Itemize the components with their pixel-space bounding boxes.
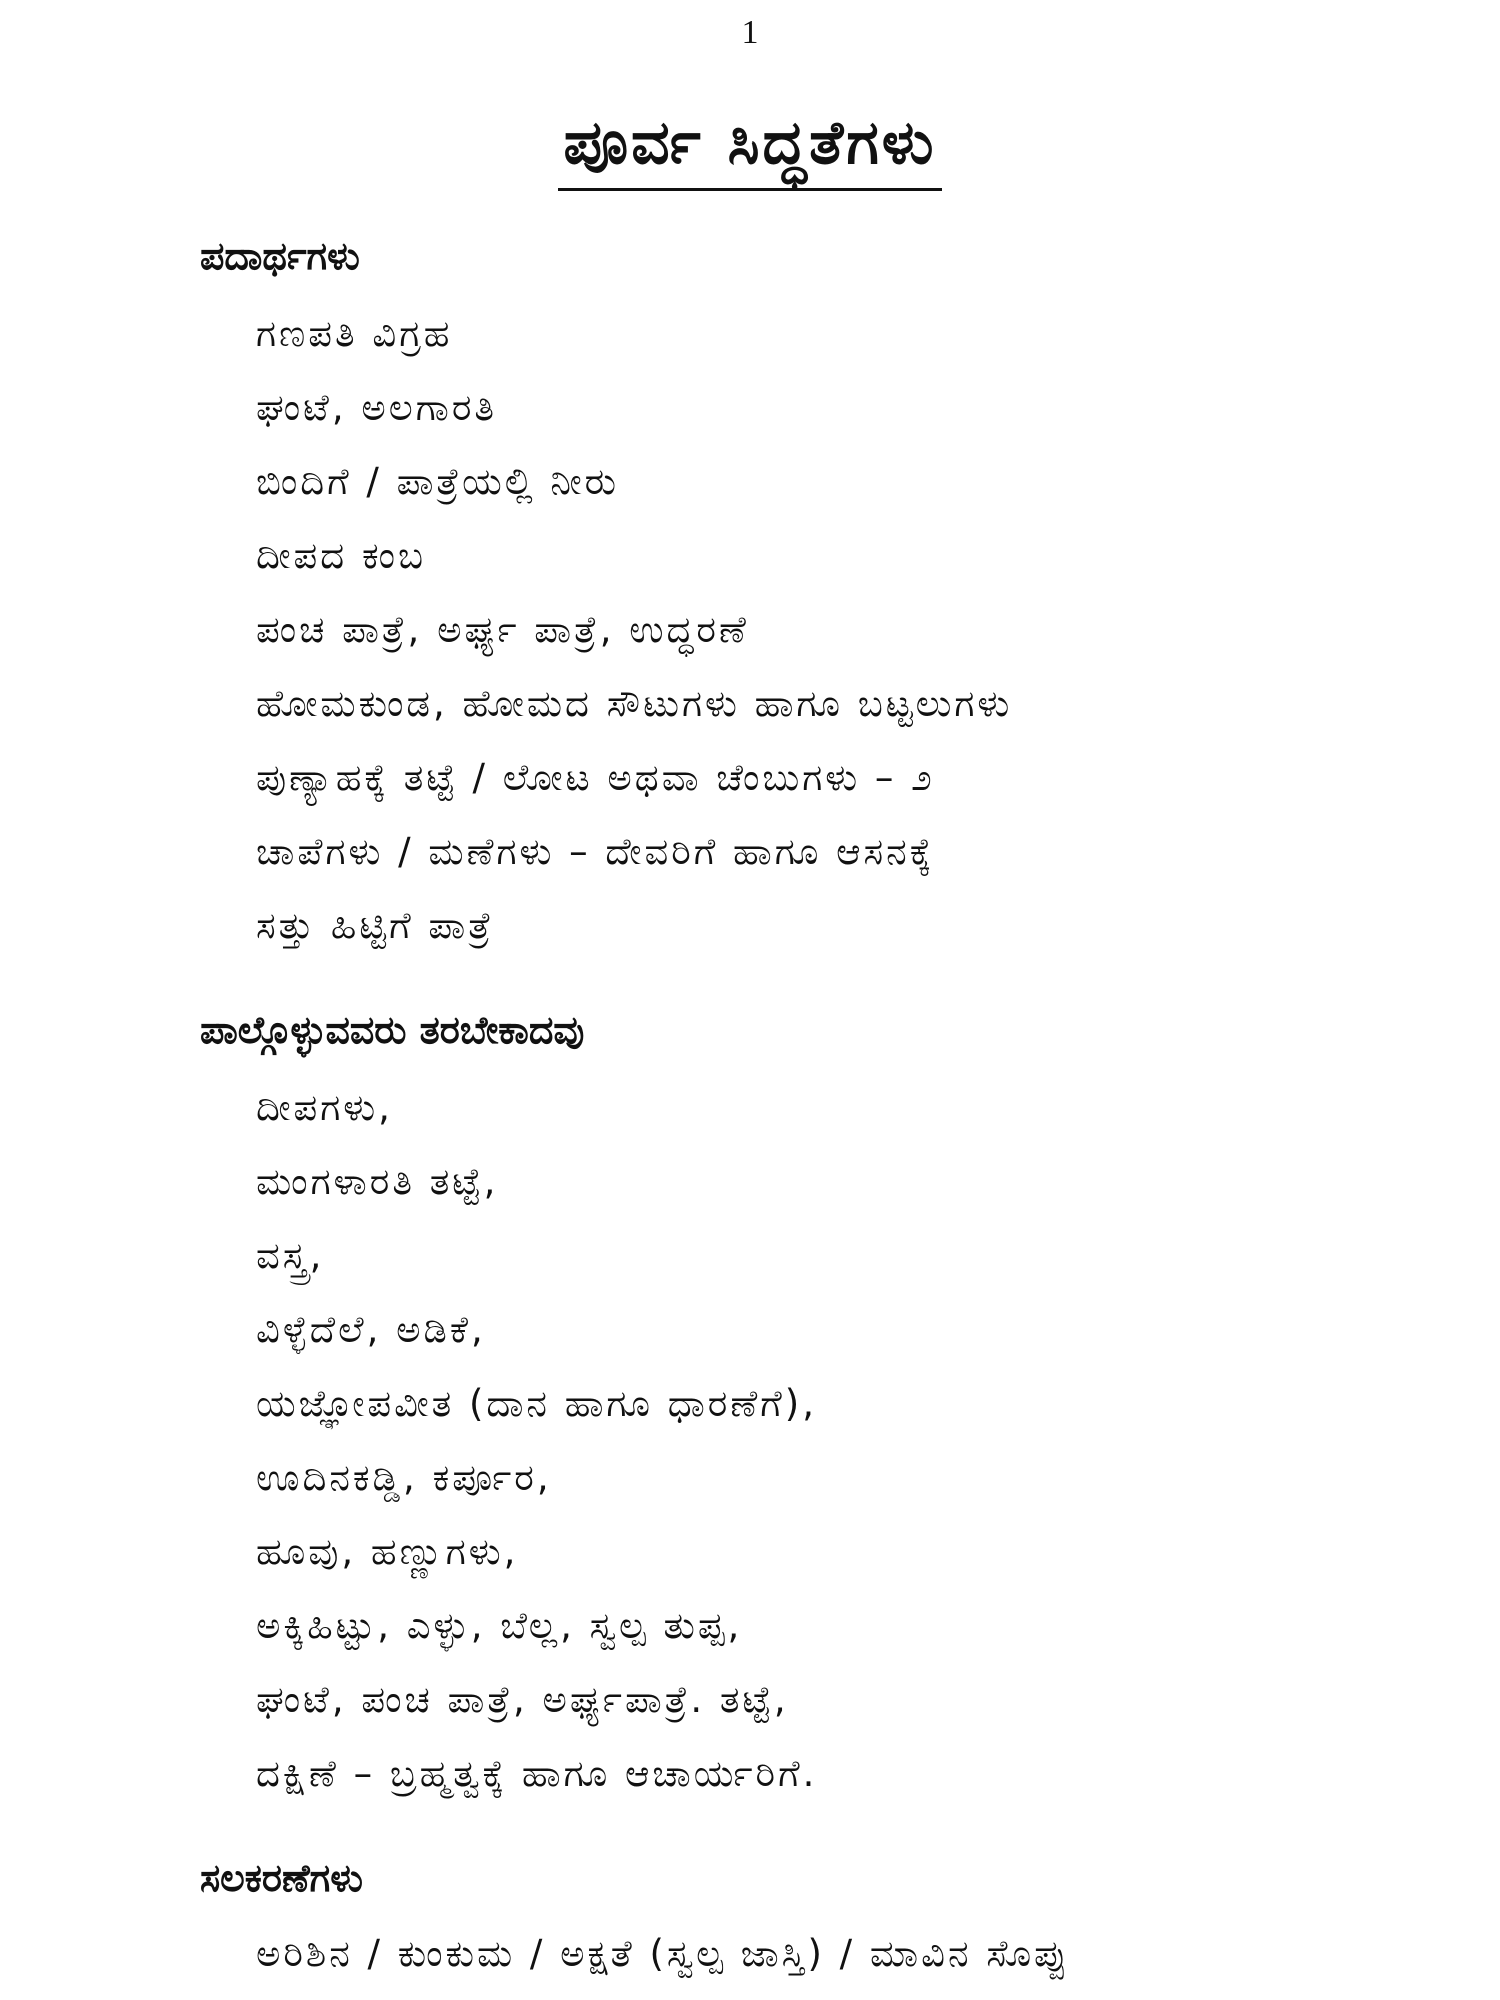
list-item: ಚಾಪೆಗಳು / ಮಣೆಗಳು – ದೇವರಿಗೆ ಹಾಗೂ ಆಸನಕ್ಕೆ <box>256 830 935 873</box>
list-item: ದೀಪಗಳು, <box>256 1086 393 1129</box>
list-item: ಸತ್ತು ಹಿಟ್ಟಿಗೆ ಪಾತ್ರೆ <box>256 904 494 947</box>
list-item: ದೀಪದ ಕಂಬ <box>256 534 427 577</box>
list-item: ಘಂಟೆ, ಪಂಚ ಪಾತ್ರೆ, ಅರ್ಘ್ಯಪಾತ್ರೆ. ತಟ್ಟೆ, <box>256 1678 789 1721</box>
title-block <box>0 108 1500 191</box>
list-item: ಪಂಚ ಪಾತ್ರೆ, ಅರ್ಘ್ಯ ಪಾತ್ರೆ, ಉದ್ಧರಣೆ <box>256 608 749 651</box>
section-heading: ಪದಾರ್ಥಗಳು <box>200 234 360 278</box>
list-item: ದಕ್ಷಿಣೆ – ಬ್ರಹ್ಮತ್ವಕ್ಕೆ ಹಾಗೂ ಆಚಾರ್ಯರಿಗೆ. <box>256 1752 818 1795</box>
list-item: ಅಕ್ಕಿಹಿಟ್ಟು, ಎಳ್ಳು, ಬೆಲ್ಲ, ಸ್ವಲ್ಪ ತುಪ್ಪ, <box>256 1604 743 1647</box>
section-heading: ಪಾಲ್ಗೊಳ್ಳುವವರು ತರಬೇಕಾದವು <box>200 1008 585 1052</box>
list-item: ಮಂಗಳಾರತಿ ತಟ್ಟೆ, <box>256 1160 499 1203</box>
list-item: ಬಿಂದಿಗೆ / ಪಾತ್ರೆಯಲ್ಲಿ ನೀರು <box>256 460 619 503</box>
list-item: ಯಜ್ಞೋಪವೀತ (ದಾನ ಹಾಗೂ ಧಾರಣೆಗೆ), <box>256 1382 817 1425</box>
section-heading: ಸಲಕರಣೆಗಳು <box>200 1856 363 1900</box>
page-number: 1 <box>741 14 759 51</box>
list-item: ಹೂವು, ಹಣ್ಣುಗಳು, <box>256 1530 519 1573</box>
list-item: ಅರಿಶಿನ / ಕುಂಕುಮ / ಅಕ್ಷತೆ (ಸ್ವಲ್ಪ ಜಾಸ್ತಿ) / ಮಾವಿನ ಸೊಪ್ಪು <box>256 1932 1071 1975</box>
list-item: ಊದಿನಕಡ್ಡಿ, ಕರ್ಪೂರ, <box>256 1456 552 1499</box>
page-title: ಪೂರ್ವ ಸಿದ್ಧತೆಗಳು <box>558 108 943 191</box>
list-item: ಘಂಟೆ, ಅಲಗಾರತಿ <box>256 386 498 429</box>
list-item: ಹೋಮಕುಂಡ, ಹೋಮದ ಸೌಟುಗಳು ಹಾಗೂ ಬಟ್ಟಲುಗಳು <box>256 682 1013 725</box>
list-item: ವಿಳ್ಳೆದೆಲೆ, ಅಡಿಕೆ, <box>256 1308 486 1351</box>
list-item: ಪುಣ್ಯಾಹಕ್ಕೆ ತಟ್ಟೆ / ಲೋಟ ಅಥವಾ ಚೆಂಬುಗಳು – ೨ <box>256 756 935 799</box>
list-item: ಗಣಪತಿ ವಿಗ್ರಹ <box>256 312 453 355</box>
list-item: ವಸ್ತ್ರ, <box>256 1234 325 1277</box>
